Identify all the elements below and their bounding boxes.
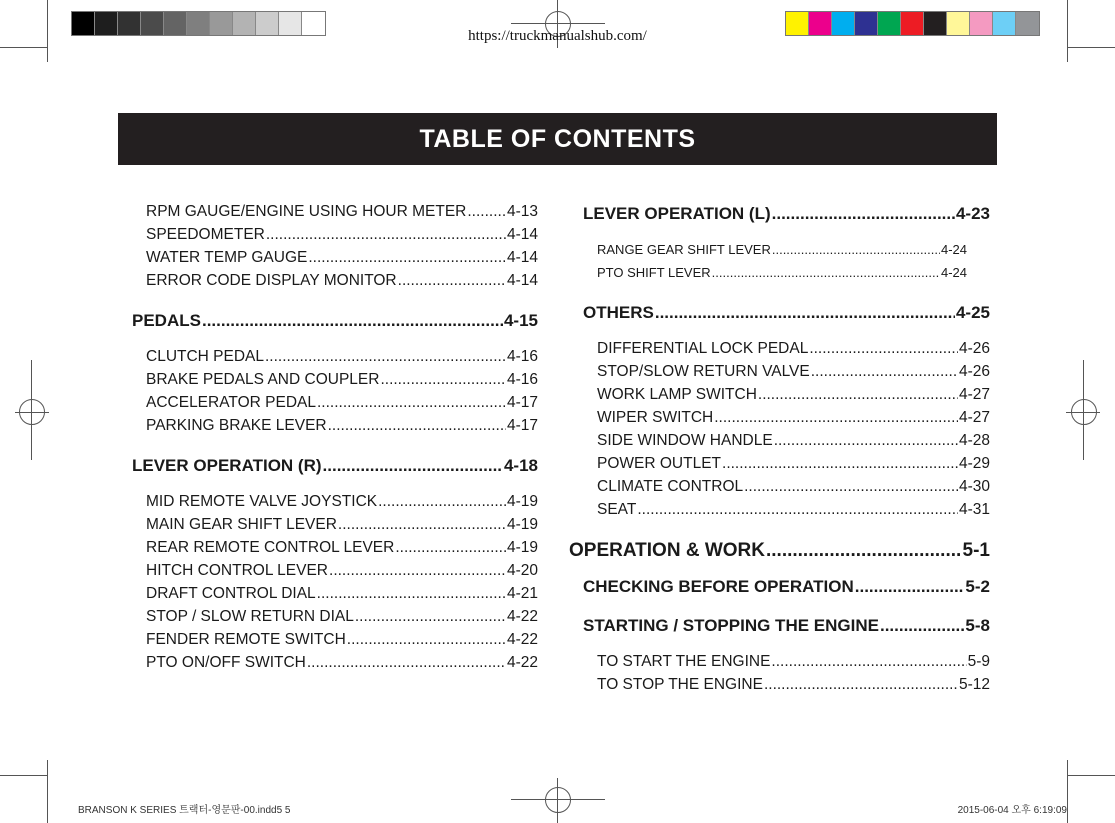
toc-section-pedals: PEDALS ..... 4-15 [132, 311, 538, 331]
toc-entry: CLIMATE CONTROL ..... 4-30 [597, 478, 990, 496]
toc-entry: PTO ON/OFF SWITCH ..... 4-22 [146, 654, 538, 672]
toc-entry: PARKING BRAKE LEVER ..... 4-17 [146, 417, 538, 435]
footer-timestamp: 2015-06-04 오후 6:19:09 [957, 805, 1067, 816]
toc-section-starting: STARTING / STOPPING THE ENGINE ..... 5-8 [583, 616, 990, 636]
toc-entry: DRAFT CONTROL DIAL ..... 4-21 [146, 585, 538, 603]
toc-entry: WIPER SWITCH ..... 4-27 [597, 409, 990, 427]
toc-entry: REAR REMOTE CONTROL LEVER ..... 4-19 [146, 539, 538, 557]
source-url: https://truckmanualshub.com/ [468, 28, 647, 44]
toc-section-checking: CHECKING BEFORE OPERATION ..... 5-2 [583, 577, 990, 597]
toc-section-others: OTHERS ..... 4-25 [583, 303, 990, 323]
page-title-bar [118, 113, 997, 165]
toc-entry: MAIN GEAR SHIFT LEVER ..... 4-19 [146, 516, 538, 534]
page-title: TABLE OF CONTENTS [419, 124, 696, 153]
toc-entry: CLUTCH PEDAL ..... 4-16 [146, 348, 538, 366]
toc-entry: ACCELERATOR PEDAL ..... 4-17 [146, 394, 538, 412]
toc-entry: BRAKE PEDALS AND COUPLER ..... 4-16 [146, 371, 538, 389]
toc-entry: ERROR CODE DISPLAY MONITOR ..... 4-14 [146, 272, 538, 290]
toc-entry: FENDER REMOTE SWITCH ..... 4-22 [146, 631, 538, 649]
toc-entry: STOP / SLOW RETURN DIAL ..... 4-22 [146, 608, 538, 626]
toc-section-lever-l: LEVER OPERATION (L) ..... 4-23 [583, 204, 990, 224]
toc-entry: WATER TEMP GAUGE ..... 4-14 [146, 249, 538, 267]
toc-entry: MID REMOTE VALVE JOYSTICK ..... 4-19 [146, 493, 538, 511]
toc-entry: RPM GAUGE/ENGINE USING HOUR METER ..... 4-13 [146, 203, 538, 221]
toc-chapter-operation-work: OPERATION & WORK ..... 5-1 [569, 540, 990, 562]
toc-entry: SPEEDOMETER ..... 4-14 [146, 226, 538, 244]
toc-entry: SEAT ..... 4-31 [597, 501, 990, 519]
toc-entry: DIFFERENTIAL LOCK PEDAL ..... 4-26 [597, 340, 990, 358]
footer-file-info: BRANSON K SERIES 트랙터-영문판-00.indd5 5 [78, 805, 291, 816]
toc-entry: TO START THE ENGINE ..... 5-9 [597, 653, 990, 671]
toc-section-lever-r: LEVER OPERATION (R) ..... 4-18 [132, 456, 538, 476]
toc-entry: STOP/SLOW RETURN VALVE ..... 4-26 [597, 363, 990, 381]
toc-entry: TO STOP THE ENGINE ..... 5-12 [597, 676, 990, 694]
toc-entry: PTO SHIFT LEVER ..... 4-24 [597, 265, 967, 280]
toc-entry: HITCH CONTROL LEVER ..... 4-20 [146, 562, 538, 580]
toc-entry: SIDE WINDOW HANDLE ..... 4-28 [597, 432, 990, 450]
toc-entry: POWER OUTLET ..... 4-29 [597, 455, 990, 473]
toc-entry: WORK LAMP SWITCH ..... 4-27 [597, 386, 990, 404]
toc-entry: RANGE GEAR SHIFT LEVER ..... 4-24 [597, 242, 967, 257]
